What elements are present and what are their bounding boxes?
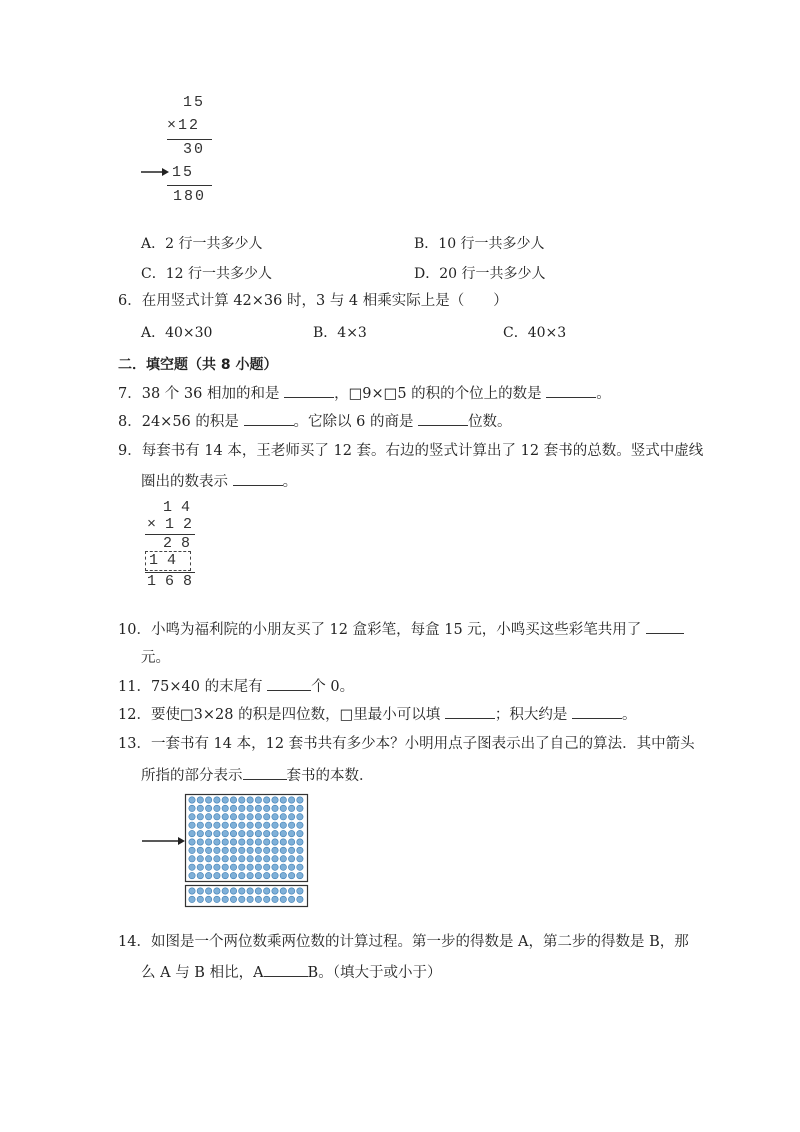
q10-line1: 10．小鸣为福利院的小朋友买了 12 盒彩笔，每盒 15 元，小鸣买这些彩笔共用了 [118,619,684,640]
dot [288,888,294,894]
dot [222,896,228,902]
dot [205,822,211,828]
dot [214,864,220,870]
dot [230,872,236,878]
dot [222,864,228,870]
q8-blank-2[interactable] [418,411,468,426]
dot [297,797,303,803]
q7-text: 7．38 个 36 相加的和是 ，□9×□5 的积的个位上的数是 。 [118,383,611,404]
q6-option-a: A．40×30 [141,325,213,341]
dot [255,822,261,828]
dot [230,822,236,828]
dot [239,822,245,828]
dot [214,797,220,803]
dot [247,888,253,894]
dot [280,856,286,862]
dot [255,888,261,894]
dot [214,888,220,894]
dot [288,872,294,878]
dot [280,805,286,811]
dot [272,805,278,811]
dot [230,797,236,803]
dot [297,864,303,870]
dot [247,896,253,902]
dot [272,822,278,828]
q13-blank[interactable] [243,765,287,780]
dot [280,888,286,894]
q12-blank-1[interactable] [445,704,495,719]
dot [280,797,286,803]
dot [264,864,270,870]
dot [197,888,203,894]
dot [264,839,270,845]
dot [264,847,270,853]
dot [297,814,303,820]
dot [214,839,220,845]
dot [272,856,278,862]
dot [197,864,203,870]
dot [297,847,303,853]
q5-option-a: A．2 行一共多少人 [141,236,263,252]
dot [230,847,236,853]
dot [247,805,253,811]
dot [214,872,220,878]
dot [197,896,203,902]
dot [247,864,253,870]
q12-text: 12．要使□3×28 的积是四位数，□里最小可以填 ；积大约是 。 [118,704,637,725]
dot [230,856,236,862]
dot [255,830,261,836]
q5-option-c: C．12 行一共多少人 [141,266,272,282]
dot [205,805,211,811]
dot [189,797,195,803]
dot [197,805,203,811]
dot [205,888,211,894]
dot [280,830,286,836]
dot [255,847,261,853]
dot [264,896,270,902]
q8-text: 8．24×56 的积是 。它除以 6 的商是 位数。 [118,411,512,432]
dot [247,822,253,828]
dot [280,896,286,902]
q11-text: 11．75×40 的末尾有 个 0。 [118,676,354,697]
q8-blank-1[interactable] [244,411,294,426]
dot [205,856,211,862]
dot [189,847,195,853]
q9-blank[interactable] [233,471,283,486]
dot [280,847,286,853]
q12-blank-2[interactable] [572,704,622,719]
q9-line2: 圈出的数表示 。 [141,471,297,492]
q10-line2: 元。 [141,650,170,666]
dot [189,830,195,836]
dot [222,814,228,820]
dot [197,814,203,820]
dot-grid-bottom-dots [189,888,303,903]
q11-blank[interactable] [267,676,311,691]
dot [297,872,303,878]
dot [280,864,286,870]
dot [189,864,195,870]
dot [214,822,220,828]
q6-text: 6．在用竖式计算 42×36 时，3 与 4 相乘实际上是（ ） [118,293,508,309]
q5-option-b: B．10 行一共多少人 [414,236,545,252]
dot [197,797,203,803]
dot [288,856,294,862]
dot [197,872,203,878]
dot [264,856,270,862]
dot [239,797,245,803]
dot [189,888,195,894]
dot [288,805,294,811]
dot [230,839,236,845]
dot [272,839,278,845]
calc2-row3: 2 8 [163,535,191,552]
dot [222,830,228,836]
dot [222,839,228,845]
dot [255,864,261,870]
dot [189,896,195,902]
dot [214,805,220,811]
dot [288,814,294,820]
dot [264,872,270,878]
dot [255,805,261,811]
dot [222,797,228,803]
dot [272,797,278,803]
calc1-row4: 15 [172,164,195,181]
dot [205,896,211,902]
dot [297,896,303,902]
dot [230,805,236,811]
dot [230,888,236,894]
dot [280,839,286,845]
dot [255,872,261,878]
dot [230,864,236,870]
dot [272,847,278,853]
dot [288,839,294,845]
dot [205,872,211,878]
dot [205,847,211,853]
dot [189,822,195,828]
dot [272,864,278,870]
calc1-row2: ×12 [167,117,201,134]
q5-option-d: D．20 行一共多少人 [414,266,546,282]
dot [297,888,303,894]
dot [239,839,245,845]
calc2-row1: 1 4 [163,499,191,516]
dot [222,847,228,853]
dot [247,872,253,878]
dot [214,830,220,836]
q14-line2: 么 A 与 B 相比，A B。（填大于或小于） [141,962,441,983]
dot [264,797,270,803]
q13-line2: 所指的部分表示 套书的本数． [141,765,374,786]
q7-blank-1[interactable] [284,383,334,398]
q6-option-b: B．4×3 [313,325,367,341]
dot [247,830,253,836]
dot [239,814,245,820]
calc1-row3: 30 [183,141,206,158]
dot [297,822,303,828]
dot [239,847,245,853]
dot [205,797,211,803]
q6-option-c: C．40×3 [503,325,567,341]
dot [197,847,203,853]
dot [239,830,245,836]
dot [247,847,253,853]
dot [255,814,261,820]
dot [280,822,286,828]
calc2-row4: 1 4 [149,552,177,569]
dot [280,872,286,878]
dot [214,814,220,820]
arrow-right-icon [140,166,170,178]
dot [272,830,278,836]
dot [288,822,294,828]
dot [239,805,245,811]
dot [239,872,245,878]
dot [264,805,270,811]
dot [288,797,294,803]
dot [230,814,236,820]
q14-line1: 14．如图是一个两位数乘两位数的计算过程。第一步的得数是 A，第二步的得数是 B，那 [118,934,689,950]
q9-line1: 9．每套书有 14 本，王老师买了 12 套。右边的竖式计算出了 12 套书的总数。竖式中虚线 [118,443,704,459]
dot [214,847,220,853]
q7-blank-2[interactable] [546,383,596,398]
dot [264,822,270,828]
dot [205,839,211,845]
dot [239,896,245,902]
dot [255,896,261,902]
dot [255,797,261,803]
calc1-row5: 180 [173,188,207,205]
calc2-row2: × 1 2 [147,516,193,533]
dot [272,814,278,820]
dot [255,839,261,845]
dot [230,896,236,902]
dot-grid-figure [140,790,315,910]
dot [247,797,253,803]
dot [222,822,228,828]
dot [189,814,195,820]
dot [297,856,303,862]
dot [214,896,220,902]
dot [288,847,294,853]
dot [239,888,245,894]
dot [280,814,286,820]
dot [189,805,195,811]
dot [222,888,228,894]
dot [197,822,203,828]
dot [255,856,261,862]
dot [205,814,211,820]
dot [205,830,211,836]
dot [272,872,278,878]
dot [288,896,294,902]
dot [288,864,294,870]
dot [264,830,270,836]
dot [214,856,220,862]
dot [189,856,195,862]
dot [222,872,228,878]
dot [197,856,203,862]
dot [272,896,278,902]
dot [297,830,303,836]
dot [247,814,253,820]
calc1-row1: 15 [183,94,206,111]
dot [205,864,211,870]
dot [239,864,245,870]
q13-line1: 13．一套书有 14 本，12 套书共有多少本？小明用点子图表示出了自己的算法．其中箭头 [118,736,695,752]
dot [297,805,303,811]
dot [189,839,195,845]
dot [247,839,253,845]
dot [222,805,228,811]
section-heading-fill-blank: 二．填空题（共 8 小题） [118,357,278,373]
dot [197,830,203,836]
calc2-row5: 1 6 8 [147,573,193,590]
dot [189,872,195,878]
dot [288,830,294,836]
arrow-head [178,837,185,845]
dot-grid-top-dots [189,797,303,879]
dot [239,856,245,862]
dot [272,888,278,894]
dot [222,856,228,862]
dot [264,814,270,820]
dot [264,888,270,894]
dot [297,839,303,845]
q10-blank[interactable] [646,619,684,634]
q14-blank[interactable] [264,962,308,977]
dot [230,830,236,836]
dot [197,839,203,845]
dot [247,856,253,862]
